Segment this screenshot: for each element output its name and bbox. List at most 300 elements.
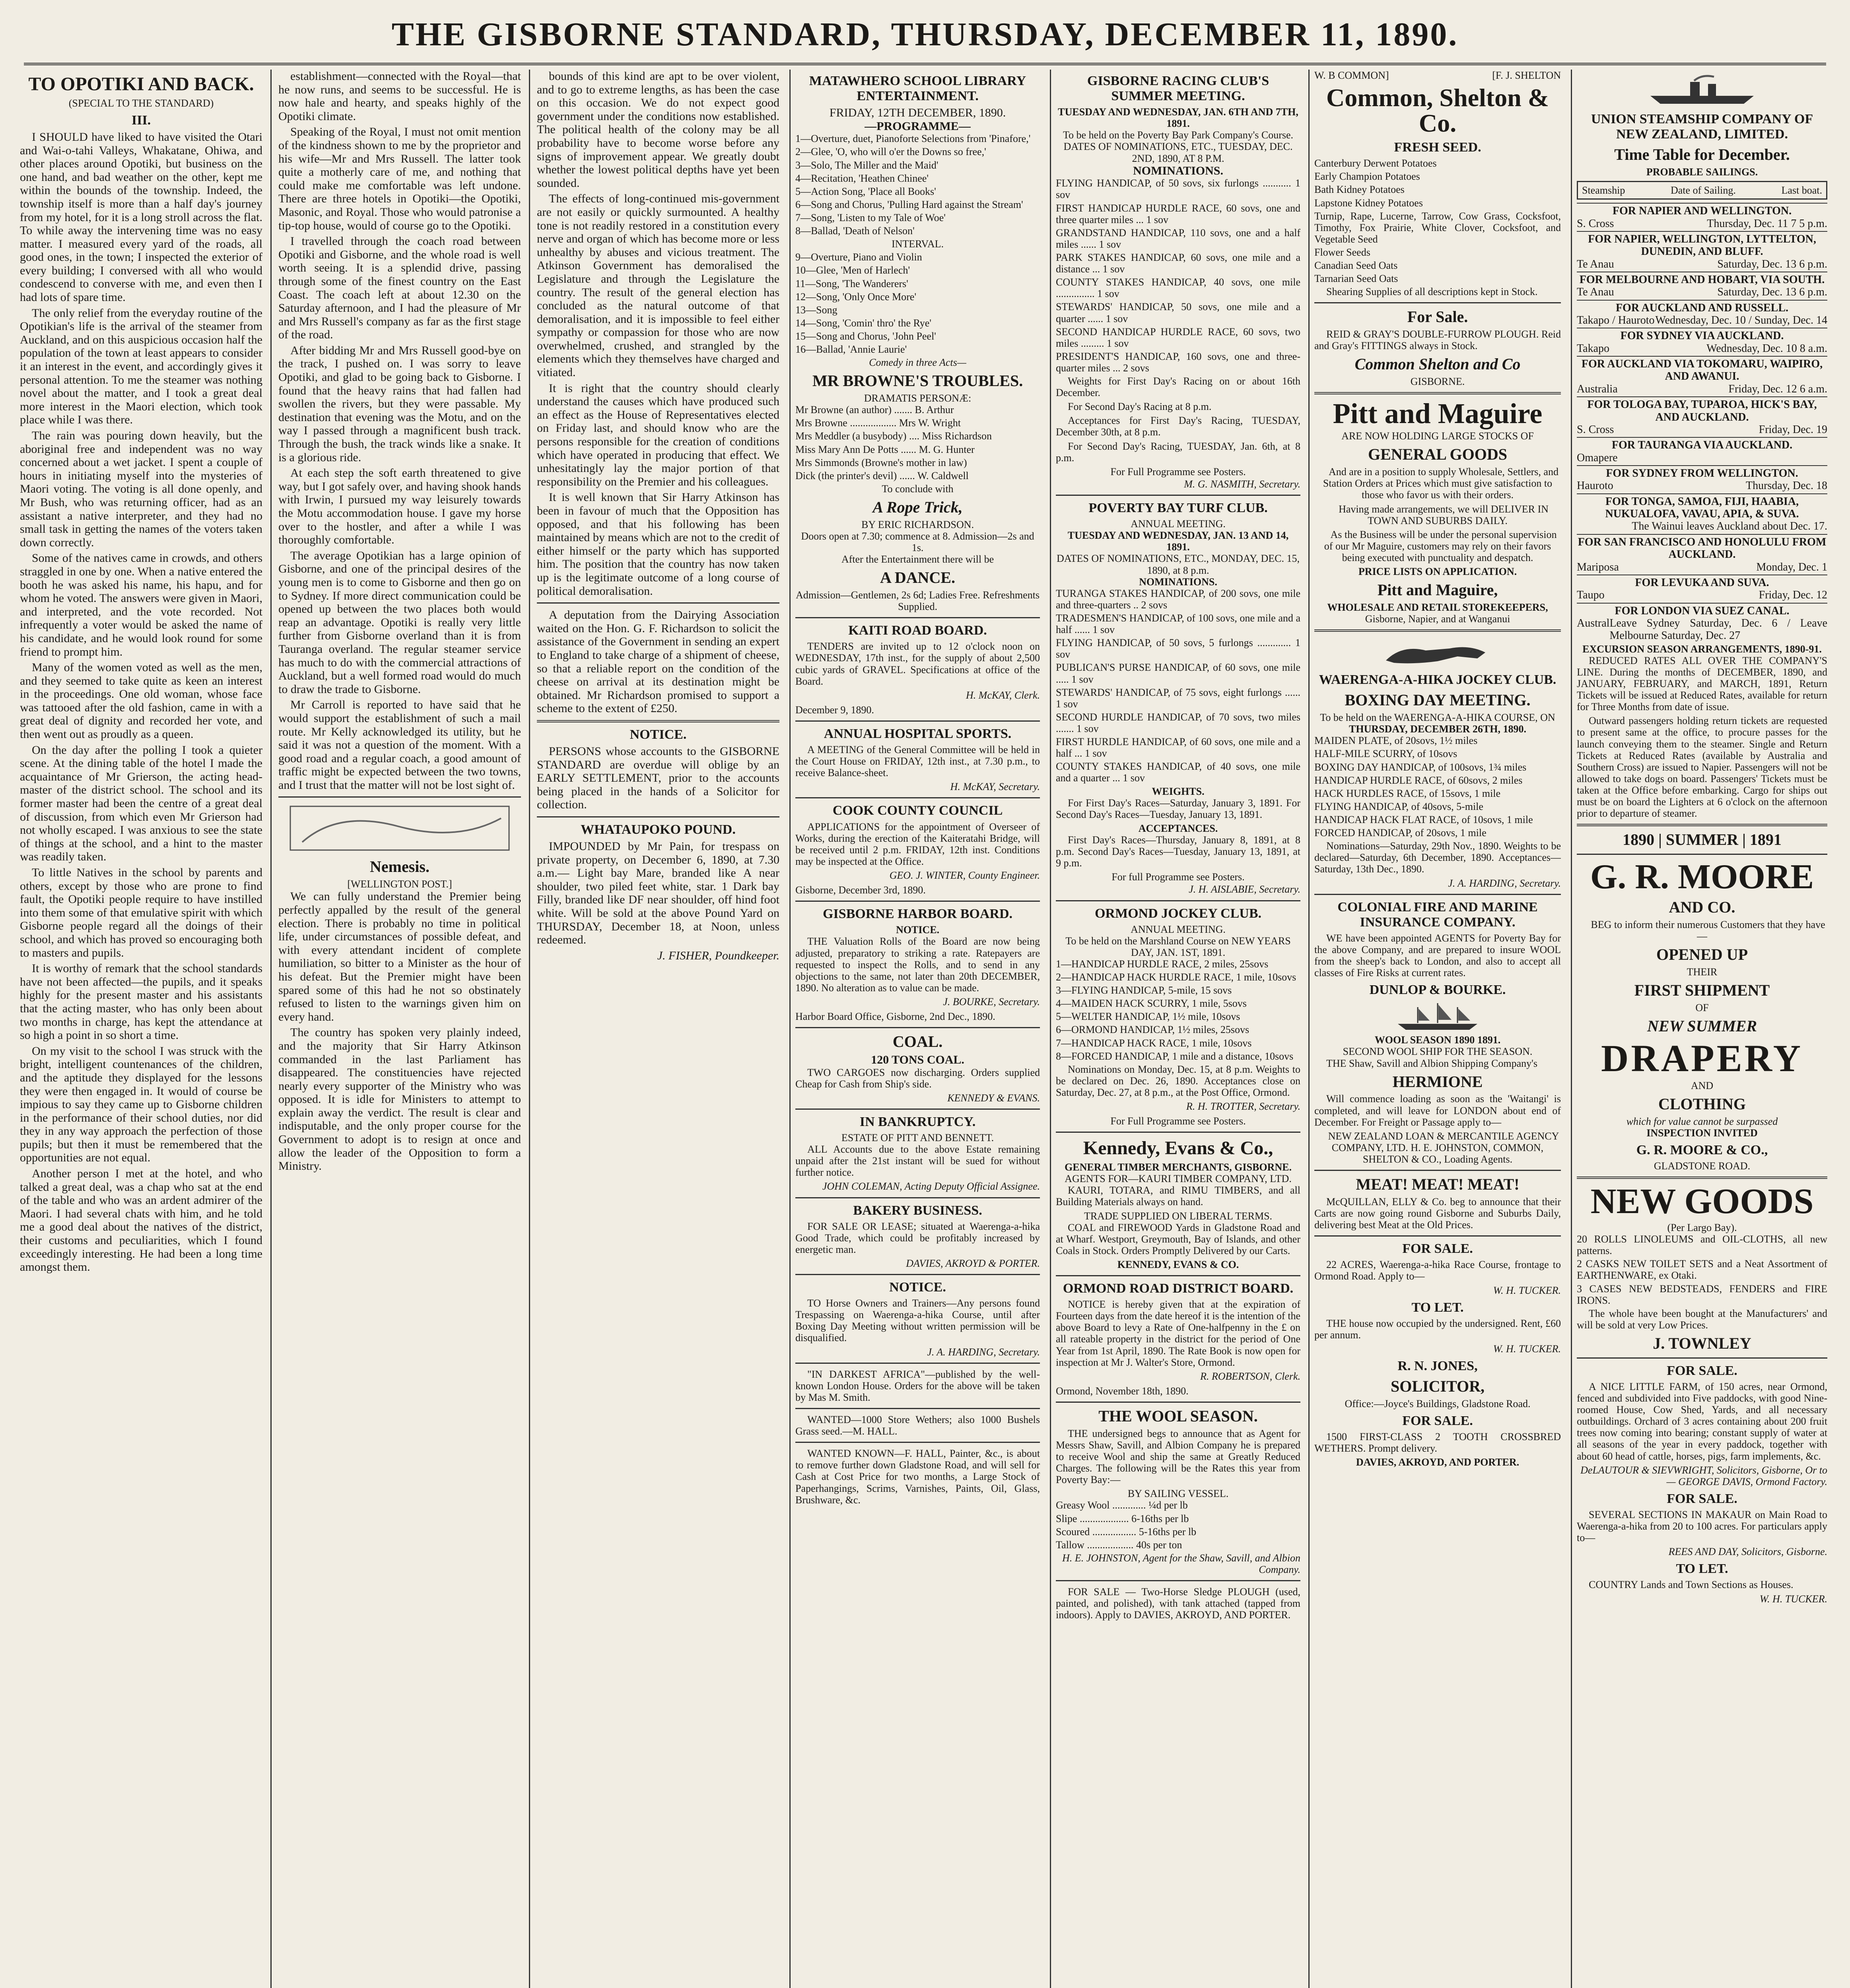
racing-club-title: GISBORNE RACING CLUB'S SUMMER MEETING.	[1087, 74, 1269, 104]
hospital-text: A MEETING of the General Committee will be held in the Court House on FRIDAY, 12th inst., at 7.30 p.m., to receive Balance-sheet.	[795, 744, 1040, 779]
article-paragraph: Mr Carroll is reported to have said that he would support the establishment of such a mail route. Mr Kelly acknowledged its utility, but he said it was not a question of the moment. With a good road and a regular coach, a good amount of traffic might be expected between the two towns, and I trust that the matter will not be lost sight of.	[278, 698, 521, 792]
coal-title: COAL.	[892, 1033, 943, 1051]
sections-text: SEVERAL SECTIONS IN MAKAUR on Main Road to Waerenga-a-hika from 20 to 100 acres. For particulars apply to—	[1577, 1508, 1827, 1544]
hospital-title: ANNUAL HOSPITAL SPORTS.	[824, 726, 1012, 741]
sailing-destination: FOR SYDNEY VIA AUCKLAND.	[1620, 330, 1784, 342]
race-item: 4—MAIDEN HACK SCURRY, 1 mile, 5sovs	[1056, 998, 1247, 1010]
race-item: HALF-MILE SCURRY, of 10sovs	[1314, 748, 1457, 760]
cook-title: COOK COUNTY COUNCIL	[832, 803, 1003, 818]
race-item: TURANGA STAKES HANDICAP, of 200 sovs, one mile and three-quarters .. 2 sovs	[1056, 587, 1300, 611]
race-item: 5—WELTER HANDICAP, 1½ mile, 10sovs	[1056, 1011, 1240, 1023]
dunlop-bourke: DUNLOP & BOURKE.	[1369, 982, 1506, 998]
race-item: HANDICAP HACK FLAT RACE, of 10sovs, 1 mile	[1314, 813, 1533, 825]
pitt-maguire-title2: Pitt and Maguire,	[1377, 581, 1498, 599]
cast-item: Mr Browne (an author) ....... B. Arthur	[795, 404, 954, 416]
seed-item: Flower Seeds	[1314, 246, 1370, 258]
sailing-ship: Hauroto	[1577, 480, 1613, 492]
summer-banner: 1890 | SUMMER | 1891	[1623, 831, 1782, 849]
wool-title: THE WOOL SEASON.	[1098, 1407, 1258, 1425]
moore-sub: AND CO.	[1669, 898, 1735, 916]
pitt-maguire-sub: ARE NOW HOLDING LARGE STOCKS OF	[1341, 430, 1534, 442]
shearing-note: Shearing Supplies of all descriptions kept in Stock.	[1326, 286, 1538, 298]
sailing-destination: FOR TOLOGA BAY, TUPAROA, HICK'S BAY, AND AUCKLAND.	[1587, 398, 1817, 423]
sailing-ship: S. Cross	[1577, 423, 1614, 436]
first-shipment: FIRST SHIPMENT	[1634, 981, 1770, 1000]
excursion-text: Outward passengers holding return tickets are requested to present same at the office, to procure passes for the launch conveying them to the steamer. Single and Return Tickets at Reduced Rates (available by Australia and Southern Cross) are issued to Napier. Passengers will not be allowed to take dogs on board. Passengers' Tickets must be taken at the Office before embarking. Cargo for ships out must be on board the Lighters at 6 o'clock on the afternoon prior to departure of steamer.	[1577, 715, 1827, 819]
weights-text: For First Day's Races—Saturday, January 3, 1891. For Second Day's Races—Tuesday, January 13, 1891.	[1056, 797, 1300, 820]
divider	[537, 720, 779, 722]
divider	[1577, 1357, 1827, 1359]
seed-item: Turnip, Rape, Lucerne, Tarrow, Cow Grass, Cocksfoot, Timothy, Fox Prairie, White Clover, Cocksfoot, and Vegetable Seed	[1314, 210, 1561, 245]
article-title: TO OPOTIKI AND BACK.	[28, 74, 254, 95]
sailing-destination: FOR AUCKLAND AND RUSSELL.	[1615, 301, 1789, 314]
seed-item: Bath Kidney Potatoes	[1314, 184, 1405, 196]
jockey-club-signature: R. H. TROTTER, Secretary.	[1186, 1101, 1300, 1112]
article-paragraph: On my visit to the school I was struck with the bright, intelligent countenances of the children, and the aptitude they displayed for the lessons they were then engaged in. It would of course be impious to say they came up to Gisborne children in the performance of their school duties, nor did they in any way approach the perfection of those pupils; but then it must be remembered that the opportunities are not equal.	[20, 1044, 262, 1165]
article-paragraph: It is right that the country should clearly understand the causes which have produced such an effect as the House of Representatives elected on Friday last, and should know who are the persons responsible for the creation of conditions which have operated in producing that effect. We unhesitatingly lay the major portion of that responsibility on the Premier and his colleagues.	[537, 381, 779, 488]
pound-title: WHATAUPOKO POUND.	[581, 822, 736, 837]
new-goods-title: NEW GOODS	[1590, 1182, 1814, 1221]
pitt-maguire-business: As the Business will be under the personal supervision of our Mr Maguire, customers may rely on their favors being executed with punctuality and despatch.	[1324, 528, 1557, 563]
africa-ad: "IN DARKEST AFRICA"—published by the well-known London House. Orders for the above will be taken by Mas M. Smith.	[795, 1368, 1040, 1403]
divider	[1314, 392, 1561, 394]
nemesis-source: [WELLINGTON POST.]	[347, 878, 452, 890]
sailing-date: Wednesday, Dec. 10 8 a.m.	[1706, 342, 1827, 355]
timber-terms: TRADE SUPPLIED ON LIBERAL TERMS.	[1084, 1210, 1273, 1222]
sailing-destination: FOR LEVUKA AND SUVA.	[1635, 576, 1769, 589]
sailing-ship-icon	[1386, 1000, 1489, 1032]
programme-item: 13—Song	[795, 304, 838, 316]
steamship-company-title: UNION STEAMSHIP COMPANY OF NEW ZEALAND, LIMITED.	[1591, 112, 1813, 142]
article-paragraph: To little Natives in the school by parents and others, except by those who are prone to find fault, the Opotiki people require to have instilled into them some of that emulative spirit with which Gisborne people regard all the doings of their school, and which has proved so encouraging both to masters and pupils.	[20, 866, 262, 959]
masthead-rule	[24, 63, 1826, 65]
article-paragraph: At each step the soft earth threatened to give way, but I got safely over, and having shook hands with Irwin, I pursued my way leisurely towards the Motu accommodation house. I gave my horse over to the hostler, and after a while I was thoroughly comfortable.	[278, 466, 521, 547]
notice-text: PERSONS whose accounts to the GISBORNE STANDARD are overdue will oblige by an EARLY SETTLEMENT, prior to the accounts being placed in the hands of a Solicitor for collection.	[537, 744, 779, 812]
timber-coal: COAL and FIREWOOD Yards in Gladstone Road and at Wharf. Westport, Greymouth, Bay of Islands, and other Coals in Stock. Orders Promptly Delivered by our Carts.	[1056, 1221, 1300, 1256]
sailing-row	[1577, 493, 1827, 534]
col-last: Last boat.	[1781, 184, 1822, 196]
article-paragraph: Speaking of the Royal, I must not omit mention of the kindness shown to me by the proprietor and his wife—Mr and Mrs Russell. The latter took quite a motherly care of me, and nothing that could make me comfortable was left undone. There are three hotels in Opotiki—the Opotiki, Masonic, and Royal. Those who would patronise a tip-top house, would of course go to the Opotiki.	[278, 125, 521, 232]
forsale-signature: W. H. TUCKER.	[1493, 1284, 1561, 1296]
sailing-destination: FOR TAURANGA VIA AUCKLAND.	[1611, 439, 1793, 452]
ship-logo	[1314, 1000, 1561, 1032]
programme-item: 8—Ballad, 'Death of Nelson'	[795, 225, 915, 237]
acceptances-title: ACCEPTANCES.	[1138, 822, 1218, 834]
fresh-seed-title: FRESH SEED.	[1394, 140, 1481, 155]
divider	[537, 816, 779, 817]
excursion-text: REDUCED RATES ALL OVER THE COMPANY'S LINE. During the months of DECEMBER, 1890, and JANUARY, FEBRUARY, and MARCH, 1891, Return Tickets will be issued at Reduced Rates, available for return for Three Months from date of issue.	[1577, 654, 1827, 713]
race-item: HANDICAP HURDLE RACE, of 60sovs, 2 miles	[1314, 774, 1523, 786]
forsale-text: REID & GRAY'S DOUBLE-FURROW PLOUGH. Reid and Gray's FITTINGS always in Stock.	[1314, 328, 1561, 352]
harbour-text: THE Valuation Rolls of the Board are now being adjusted, preparatory to striking a rate. Ratepayers are requested to inspect the Rolls, and to send in any objections to the same, not later than 20th DECEMBER, 1890. No alteration as to value can be made.	[795, 936, 1040, 994]
weights-title: WEIGHTS.	[1152, 785, 1205, 797]
divider	[1314, 302, 1561, 303]
cast-item: Mrs Browne .................. Mrs W. Wright	[795, 417, 961, 429]
race-item: 3—FLYING HANDICAP, 5-mile, 15 sovs	[1056, 984, 1232, 996]
divider	[795, 1408, 1040, 1409]
timber-text: KAURI, TOTARA, and RIMU TIMBERS, and all Building Materials always on hand.	[1056, 1184, 1300, 1208]
divider	[1056, 900, 1300, 901]
harbour-date: Harbor Board Office, Gisborne, 2nd Dec., 1890.	[795, 1011, 995, 1023]
timetable-header	[1577, 181, 1827, 200]
weights-text: For Second Day's Racing at 8 p.m.	[1068, 401, 1212, 413]
pitt-maguire-deliver: Having made arrangements, we will DELIVER IN TOWN AND SUBURBS DAILY.	[1339, 503, 1549, 526]
sailing-row	[1577, 356, 1827, 396]
timber-sub: GENERAL TIMBER MERCHANTS, GISBORNE.	[1065, 1161, 1292, 1173]
divider	[795, 1442, 1040, 1443]
goods-item: 3 CASES NEW BEDSTEADS, FENDERS and FIRE IRONS.	[1577, 1283, 1827, 1306]
boxing-day-meeting: BOXING DAY MEETING.	[1345, 691, 1531, 709]
racing-club-venue: To be held on the Poverty Bay Park Company's Course.	[1063, 129, 1294, 141]
article-paragraph: After bidding Mr and Mrs Russell good-bye on the track, I pushed on. I was sorry to leave Opotiki, and glad to be going back to Gisborne. I found that the heavy rains that had fallen had swollen the rivers, but they were passable. My destination that evening was the Motu, and on the way I passed through a magnificent bush track. Through the bush, the track winds like a snake. It is a glorious ride.	[278, 344, 521, 464]
cook-text: APPLICATIONS for the appointment of Overseer of Works, during the erection of the Kaiteratahi Bridge, will be received until 2 p.m. FRIDAY, 12th inst. Conditions may be inspected at the Office.	[795, 821, 1040, 867]
race-item: 1—HANDICAP HURDLE RACE, 2 miles, 25sovs	[1056, 958, 1269, 970]
divider	[795, 1027, 1040, 1028]
race-item: HACK HURDLES RACE, of 15sovs, 1 mile	[1314, 787, 1501, 799]
cast-label: DRAMATIS PERSONÆ:	[864, 392, 972, 404]
harbour-title: GISBORNE HARBOR BOARD.	[822, 907, 1012, 922]
goods-item: 2 CASKS NEW TOILET SETS and a Neat Assortment of EARTHENWARE, ex Otaki.	[1577, 1258, 1827, 1281]
header-left: W. B COMMON]	[1314, 70, 1389, 81]
steamship-logo	[1577, 72, 1827, 108]
turf-club-signature: J. H. AISLABIE, Secretary.	[1189, 883, 1300, 895]
divider	[1056, 1275, 1300, 1276]
sailing-date: Saturday, Dec. 13 6 p.m.	[1717, 286, 1827, 299]
sailing-destination: FOR NAPIER AND WELLINGTON.	[1612, 205, 1792, 217]
moore-footer: G. R. MOORE & CO.,	[1636, 1142, 1768, 1157]
sailing-row	[1577, 534, 1827, 575]
divider	[795, 1274, 1040, 1275]
timber-signature: KENNEDY, EVANS & CO.	[1117, 1258, 1239, 1270]
jockey-club-nom: Nominations on Monday, Dec. 15, at 8 p.m. Weights to be declared on Dec. 26, 1890. Acceptances close on Saturday, Dec. 27, at 8 p.m., at the Post Office, Ormond.	[1056, 1063, 1300, 1098]
wanted-ad: WANTED KNOWN—F. HALL, Painter, &c., is about to remove further down Gladstone Road, and will sell for Cash at Cost Price for two months, a Large Stock of Paperhangings, Scrims, Varnishes, Paints, Oil, Glass, Brushware, &c.	[795, 1448, 1040, 1506]
divider	[1577, 1176, 1827, 1179]
sailing-date: Friday, Dec. 19	[1759, 423, 1827, 436]
sailing-ship: S. Cross	[1577, 217, 1614, 230]
divider	[1314, 894, 1561, 895]
insurance-text: WE have been appointed AGENTS for Poverty Bay for the above Company, and are prepared to insure WOOL from the sheep's back to London, and also to accept all classes of Fire Risks at current rates.	[1314, 932, 1561, 979]
nominations-title: NOMINATIONS.	[1139, 576, 1217, 588]
column-2	[278, 70, 521, 1988]
new-summer: NEW SUMMER	[1647, 1017, 1757, 1035]
divider	[795, 1197, 1040, 1198]
turf-club-sub: ANNUAL MEETING.	[1131, 518, 1226, 530]
pound-text: IMPOUNDED by Mr Pain, for trespass on private property, on December 6, 1890, at 7.30 a.m.— Light bay Mare, branded like A near shoulder, two piled feet white, star. 1 Dark bay Filly, branded like DF near shoulder, off hind foot white. Will be sold at the above Pound Yard on THURSDAY, December 18, at Noon, unless redeemed.	[537, 840, 779, 947]
tolet-title: TO LET.	[1411, 1300, 1464, 1315]
insurance-title: COLONIAL FIRE AND MARINE INSURANCE COMPANY.	[1337, 899, 1538, 930]
sailing-row	[1577, 203, 1827, 231]
sailing-ship: Takapo	[1577, 342, 1610, 355]
programme-item: 7—Song, 'Listen to my Tale of Woe'	[795, 212, 946, 223]
clothing-title: CLOTHING	[1658, 1095, 1746, 1113]
kaiti-title: KAITI ROAD BOARD.	[848, 623, 987, 638]
firm-title: Common, Shelton & Co.	[1326, 83, 1549, 138]
race-item: FLYING HANDICAP, of 40sovs, 5-mile	[1314, 800, 1483, 812]
acceptances-text: For Second Day's Racing, TUESDAY, Jan. 6th, at 8 p.m.	[1056, 440, 1300, 464]
sections-signature: REES AND DAY, Solicitors, Gisborne.	[1668, 1546, 1827, 1558]
wool-signature: H. E. JOHNSTON, Agent for the Shaw, Savill, and Albion Company.	[1062, 1552, 1300, 1576]
forsale-text: 1500 FIRST-CLASS 2 TOOTH CROSSBRED WETHERS. Prompt delivery.	[1314, 1431, 1561, 1454]
sailing-ship: Omapere	[1577, 451, 1618, 464]
divider	[1314, 629, 1561, 632]
divider	[795, 720, 1040, 722]
of-label: OF	[1695, 1002, 1709, 1013]
sailing-row	[1577, 575, 1827, 603]
and-label: AND	[1691, 1079, 1714, 1091]
waerenga-venue: To be held on the WAERENGA-A-HIKA COURSE, ON	[1320, 712, 1555, 724]
sailing-ship: Takapo / Hauroto	[1577, 314, 1655, 327]
columns	[20, 70, 1833, 1988]
wool-rates-label: BY SAILING VESSEL.	[1127, 1488, 1229, 1500]
harbour-notice: NOTICE.	[896, 924, 940, 936]
programme-item: 12—Song, 'Only Once More'	[795, 291, 917, 303]
sailing-date: Friday, Dec. 12 6 a.m.	[1728, 382, 1827, 395]
sailing-date: Thursday, Dec. 18	[1745, 480, 1827, 492]
racing-club-nom: DATES OF NOMINATIONS, ETC., TUESDAY, DEC. 2ND, 1890, AT 8 P.M.	[1063, 141, 1293, 164]
divider	[1314, 1170, 1561, 1171]
wool-rate: Slipe ................... 6-16ths per lb	[1056, 1512, 1189, 1524]
race-item: GRANDSTAND HANDICAP, 110 sovs, one and a half miles ...... 1 sov	[1056, 227, 1300, 250]
solicitor-office: Office:—Joyce's Buildings, Gladstone Road.	[1345, 1398, 1531, 1409]
pitt-maguire-places: Gisborne, Napier, and at Wanganui	[1365, 613, 1510, 625]
race-item: MAIDEN PLATE, of 20sovs, 1½ miles	[1314, 735, 1478, 747]
sailing-row	[1577, 437, 1827, 465]
column-4	[795, 70, 1040, 1988]
programme-item: 15—Song and Chorus, 'John Peel'	[795, 330, 936, 342]
race-item: COUNTY STAKES HANDICAP, 40 sovs, one mile ............... 1 sov	[1056, 276, 1300, 300]
divider	[1577, 854, 1827, 855]
doors-info: Doors open at 7.30; commence at 8. Admission—2s and 1s.	[801, 530, 1034, 553]
sailing-date: Friday, Dec. 12	[1759, 589, 1827, 602]
waerenga-club-title: WAERENGA-A-HIKA JOCKEY CLUB.	[1319, 672, 1557, 687]
tolet-signature: W. H. TUCKER.	[1759, 1593, 1827, 1605]
sailing-destination: FOR SYDNEY FROM WELLINGTON.	[1606, 467, 1798, 480]
sailing-ship: Australia	[1577, 382, 1618, 395]
race-item: STEWARDS' HANDICAP, 50 sovs, one mile and a quarter ...... 1 sov	[1056, 301, 1300, 324]
divider	[1056, 1402, 1300, 1403]
sailing-date: Leave Sydney Saturday, Dec. 6 / Leave Melbourne Saturday, Dec. 27	[1609, 617, 1827, 642]
wool-rate: Greasy Wool ............. ¼d per lb	[1056, 1499, 1188, 1511]
sailing-ship: Austral	[1577, 617, 1610, 629]
concert-title: MATAWHERO SCHOOL LIBRARY ENTERTAINMENT.	[809, 74, 1026, 104]
forsale-title: FOR SALE.	[1667, 1491, 1737, 1506]
divider	[1314, 1235, 1561, 1237]
col-date: Date of Sailing.	[1670, 184, 1736, 196]
newspaper-title: THE GISBORNE STANDARD, THURSDAY, DECEMBER 11, 1890.	[391, 16, 1459, 53]
sailing-ship: Te Anau	[1577, 286, 1614, 299]
divider	[795, 1109, 1040, 1110]
jockey-club-sub: ANNUAL MEETING.	[1131, 923, 1226, 935]
cook-date: Gisborne, December 3rd, 1890.	[795, 884, 926, 896]
pitt-maguire-sub2: WHOLESALE AND RETAIL STOREKEEPERS,	[1327, 602, 1548, 613]
tolet-text: COUNTRY Lands and Town Sections as Houses.	[1589, 1579, 1794, 1591]
pound-signature: J. FISHER, Poundkeeper.	[657, 949, 779, 962]
race-item: BOXING DAY HANDICAP, of 100sovs, 1¾ miles	[1314, 761, 1527, 773]
kaiti-signature: H. McKAY, Clerk.	[966, 689, 1040, 701]
divider	[1056, 495, 1300, 496]
pitt-maguire-prices: PRICE LISTS ON APPLICATION.	[1358, 566, 1517, 578]
racing-club-dates: TUESDAY AND WEDNESDAY, JAN. 6TH AND 7TH, 1891.	[1058, 106, 1298, 130]
moore-road: GLADSTONE ROAD.	[1654, 1160, 1751, 1172]
race-item: COUNTY STAKES HANDICAP, of 40 sovs, one mile and a quarter ... 1 sov	[1056, 761, 1300, 784]
race-item: FIRST HANDICAP HURDLE RACE, 60 sovs, one and three quarter miles ... 1 sov	[1056, 202, 1300, 225]
divider	[795, 797, 1040, 798]
new-goods-ship: (Per Largo Bay).	[1667, 1222, 1737, 1234]
race-item: TRADESMEN'S HANDICAP, of 100 sovs, one mile and a half ...... 1 sov	[1056, 612, 1300, 636]
article-paragraph: The country has spoken very plainly indeed, and the majority that Sir Harry Atkinson commanded in the last Parliament has disappeared. The constituencies have rejected nearly every supporter of the Ministry who was opposed. It is idle for Ministers to attempt to explain away the verdict. The result is clear and indisputable, and the only proper course for the Government to adopt is to resign at once and allow the leader of the Opposition to form a Ministry.	[278, 1026, 521, 1173]
moore-title: G. R. MOORE	[1590, 858, 1814, 897]
wool-text: THE undersigned begs to announce that as Agent for Messrs Shaw, Savill, and Albion Company he is prepared to receive Wool and ship the same at Greatly Reduced Charges. The following will be the Rates this year from Poverty Bay:—	[1056, 1427, 1300, 1486]
sailing-destination: FOR LONDON VIA SUEZ CANAL.	[1615, 604, 1790, 617]
programme-item: 16—Ballad, 'Annie Laurie'	[795, 344, 907, 355]
header-right: [F. J. SHELTON	[1492, 70, 1561, 81]
sailing-row	[1577, 396, 1827, 437]
article-paragraph: It is worthy of remark that the school standards have not been affected—the pupils, and it speaks highly for the present master and his assistants that the acting master, who has only been about two months in charge, has kept the attendance at so high a point in so short a time.	[20, 962, 262, 1042]
divider	[1056, 1580, 1300, 1581]
drapery-title: DRAPERY	[1601, 1037, 1803, 1079]
race-item: 2—HANDICAP HACK HURDLE RACE, 1 mile, 10sovs	[1056, 971, 1296, 983]
acceptances-text: First Day's Races—Thursday, January 8, 1891, at 8 p.m. Second Day's Races—Tuesday, January 13, 1891, at 9 p.m.	[1056, 834, 1300, 869]
farm-signature: DeLAUTOUR & SIEVWRIGHT, Solicitors, Gisborne, Or to— GEORGE DAVIS, Ormond Factory.	[1580, 1464, 1827, 1487]
programme-item: 5—Action Song, 'Place all Books'	[795, 185, 936, 197]
waerenga-signature: J. A. HARDING, Secretary.	[1448, 877, 1561, 889]
tolet-text: THE house now occupied by the undersigned. Rent, £60 per annum.	[1314, 1317, 1561, 1341]
cast-item: Miss Mary Ann De Potts ...... M. G. Hunter	[795, 443, 975, 455]
decorative-banner-icon	[278, 802, 521, 854]
sailing-destination: FOR MELBOURNE AND HOBART, VIA SOUTH.	[1579, 273, 1825, 286]
kaiti-date: December 9, 1890.	[795, 704, 874, 716]
race-item: FLYING HANDICAP, of 50 sovs, 5 furlongs ............. 1 sov	[1056, 637, 1300, 660]
weights-text: Weights for First Day's Racing on or about 16th December.	[1056, 375, 1300, 399]
article-paragraph: On the day after the polling I took a quieter scene. At the dining table of the hotel I made the acquaintance of Mr Grierson, the acting head-master of the district school. The school and its former master had been the centre of a great deal of discussion, from which even Mr Grierson had not wholly escaped. I was anxious to see the state of things at the school, and a hint to the master was readily taken.	[20, 743, 262, 864]
waerenga-noms: Nominations—Saturday, 29th Nov., 1890. Weights to be declared—Saturday, 6th December, 1890. Acceptances—Saturday, 13th Dec., 1890.	[1314, 840, 1561, 875]
race-item: PRESIDENT'S HANDICAP, 160 sovs, one and three-quarter miles ... 2 sovs	[1056, 350, 1300, 374]
nominations-title: NOMINATIONS.	[1133, 164, 1223, 177]
article-paragraph: I SHOULD have liked to have visited the Otari and Wai-o-tahi Valleys, Whakatane, Ohiwa, and other places around Opotiki, but business on the one hand, and bad weather on the other, kept me within the bounds of the township. Indeed, the township itself is more than a half day's journey from my hotel, for it is a long stroll across the flat. To while away the intervening time was no easy matter. I measured every yard of the roads, all good ones, in the town; I inspected the exterior of every building; I conversed with all who would condescend to converse with me, and even then I had lots of spare time.	[20, 130, 262, 304]
sailing-row	[1577, 272, 1827, 300]
timetable-title: Time Table for December.	[1614, 146, 1790, 164]
race-item: SECOND HANDICAP HURDLE RACE, 60 sovs, two miles ......... 1 sov	[1056, 326, 1300, 349]
ormond-board-date: Ormond, November 18th, 1890.	[1056, 1385, 1189, 1397]
race-item: 8—FORCED HANDICAP, 1 mile and a distance, 10sovs	[1056, 1050, 1294, 1062]
steamship-icon	[1642, 72, 1762, 108]
comedy-title: MR BROWNE'S TROUBLES.	[812, 372, 1023, 390]
seed-item: Canadian Seed Oats	[1314, 260, 1398, 272]
article-section: III.	[131, 113, 151, 128]
article-paragraph: The only relief from the everyday routine of the Opotikian's life is the arrival of the steamer from Auckland, and on this auspicious occasion half the population of the town at least appears to consider it an interest in the event, and accordingly gives it personal attention. To me the steamer was nothing novel about the matter, and I took a great deal more interest in the Maori election, which took place while I was there.	[20, 306, 262, 427]
cast-item: Dick (the printer's devil) ...... W. Caldwell	[795, 470, 969, 481]
wool-ship-text2: Will commence loading as soon as the 'Waitangi' is completed, and will leave for LONDON about end of December. For Freight or Passage apply to—	[1314, 1093, 1561, 1128]
column-7	[1577, 70, 1827, 1988]
dance-intro: After the Entertainment there will be	[841, 553, 994, 565]
value-note: which for value cannot be surpassed	[1626, 1115, 1778, 1127]
programme-item: 6—Song and Chorus, 'Pulling Hard against the Stream'	[795, 198, 1023, 210]
programme-item: INTERVAL.	[891, 238, 944, 250]
divider	[1577, 824, 1827, 826]
bankruptcy-title: IN BANKRUPTCY.	[859, 1114, 976, 1129]
sailing-row	[1577, 328, 1827, 356]
turf-club-title: POVERTY BAY TURF CLUB.	[1088, 501, 1268, 516]
seed-item: Early Champion Potatoes	[1314, 171, 1420, 182]
coal-signature: KENNEDY & EVANS.	[947, 1092, 1040, 1104]
sailing-destination: FOR SAN FRANCISCO AND HONOLULU FROM AUCKLAND.	[1578, 536, 1827, 561]
programme-item: 14—Song, 'Comin' thro' the Rye'	[795, 317, 931, 329]
jockey-club-title: ORMOND JOCKEY CLUB.	[1094, 906, 1262, 921]
col-steamship: Steamship	[1582, 184, 1625, 196]
goods-item: 20 ROLLS LINOLEUMS and OIL-CLOTHS, all new patterns.	[1577, 1233, 1827, 1257]
firm-title-script: Common Shelton and Co	[1354, 355, 1521, 373]
notice-text: TO Horse Owners and Trainers—Any persons found Trespassing on Waerenga-a-hika Course, until after Boxing Day Meeting without written permission will be disqualified.	[795, 1297, 1040, 1344]
solicitor-label: SOLICITOR,	[1390, 1377, 1485, 1396]
farce-title: A Rope Trick,	[873, 498, 963, 516]
forsale-title: For Sale.	[1407, 308, 1468, 326]
bakery-title: BAKERY BUSINESS.	[853, 1203, 982, 1218]
bankruptcy-text: ALL Accounts due to the above Estate remaining unpaid after the 21st instant will be sued for without further notice.	[795, 1143, 1040, 1178]
article-subtitle: (SPECIAL TO THE STANDARD)	[68, 97, 214, 109]
programme-item: 3—Solo, The Miller and the Maid'	[795, 159, 939, 171]
harbour-signature: J. BOURKE, Secretary.	[943, 996, 1040, 1008]
bankruptcy-signature: JOHN COLEMAN, Acting Deputy Official Assignee.	[822, 1180, 1040, 1192]
seed-item: Canterbury Derwent Potatoes	[1314, 157, 1437, 169]
divider	[795, 901, 1040, 902]
hospital-signature: H. McKAY, Secretary.	[950, 781, 1040, 793]
forsale-title: FOR SALE.	[1667, 1363, 1737, 1378]
sledge-ad: FOR SALE — Two-Horse Sledge PLOUGH (used, painted, and polished), with tank attached (tapped from indoors). Apply to DAVIES, AKROYD, AND PORTER.	[1056, 1586, 1300, 1621]
dance-admission: Admission—Gentlemen, 2s 6d; Ladies Free. Refreshments Supplied.	[795, 589, 1040, 613]
meat-title: MEAT! MEAT! MEAT!	[1356, 1175, 1520, 1194]
sailing-ship: Te Anau	[1577, 258, 1614, 270]
article-paragraph: Some of the natives came in crowds, and others straggled in one by one. When a native entered the booth he was asked his name, his hapu, and for whom he voted. The answers were given in Maori, and interpreted, and the vote recorded. Not infrequently a voter would be asked the name of his candidate, and he would look round for some friend to prompt him.	[20, 551, 262, 658]
comedy-label: Comedy in three Acts—	[869, 357, 966, 369]
article-paragraph: The average Opotikian has a large opinion of Gisborne, and one of the principal desires of the young men is to come to Gisborne and then go on to Sydney. If more direct communication could be opened up between the two places both would reap an advantage. Opotiki is really very little further from Gisborne overland than it is from Tauranga overland. The regular steamer service has much to do with the commercial attractions of Auckland, but a well formed road would do much to draw the trade to Gisborne.	[278, 549, 521, 696]
turf-club-nom: DATES OF NOMINATIONS, ETC., MONDAY, DEC. 15, 1890, at 8 p.m.	[1056, 553, 1300, 576]
excursion-title: EXCURSION SEASON ARRANGEMENTS, 1890-91.	[1582, 643, 1822, 655]
solicitor-name: R. N. JONES,	[1397, 1359, 1478, 1374]
cook-signature: GEO. J. WINTER, County Engineer.	[889, 870, 1040, 881]
seed-item: Tarnarian Seed Oats	[1314, 273, 1398, 285]
sailing-destination: FOR TONGA, SAMOA, FIJI, HAABIA, NUKUALOFA, VAVAU, APIA, & SUVA.	[1605, 495, 1799, 520]
article-paragraph: The effects of long-continued mis-government are not easily or quickly surmounted. A healthy tone is not readily restored in a constitution every nerve and organ of which has become more or less unhealthy by abuses and vicious treatment. The Atkinson Government has demoralised the Legislature and through the Legislature the country. The result of the general election has concluded as the natural outcome of that demoralisation, and it is impossible to feel either sympathy or compassion for those who are now overwhelmed, crushed, and strangled by the elements which they themselves have charged and vitiated.	[537, 192, 779, 379]
concert-date: FRIDAY, 12TH DECEMBER, 1890.	[829, 106, 1006, 120]
waerenga-date: THURSDAY, DECEMBER 26TH, 1890.	[1349, 723, 1526, 735]
opened-up: OPENED UP	[1656, 945, 1748, 964]
timber-agents: AGENTS FOR—KAURI TIMBER COMPANY, LTD.	[1065, 1173, 1292, 1185]
notice-title: NOTICE.	[889, 1280, 946, 1295]
sailing-row	[1577, 465, 1827, 493]
posters-note: For Full Programme see Posters.	[1110, 1115, 1246, 1127]
nemesis-title: Nemesis.	[370, 858, 429, 876]
sailing-row	[1577, 231, 1827, 272]
forsale-title: FOR SALE.	[1402, 1413, 1473, 1428]
jockey-club-venue: To be held on the Marshland Course on NEW YEARS DAY, JAN. 1ST, 1891.	[1065, 935, 1291, 958]
general-goods: GENERAL GOODS	[1368, 445, 1508, 464]
race-item: STEWARDS' HANDICAP, of 75 sovs, eight furlongs ...... 1 sov	[1056, 686, 1300, 710]
forsale-title: FOR SALE.	[1402, 1241, 1473, 1256]
bankruptcy-subtitle: ESTATE OF PITT AND BENNETT.	[841, 1132, 994, 1143]
race-item: FORCED HANDICAP, of 20sovs, 1 mile	[1314, 827, 1487, 839]
forsale-text: 22 ACRES, Waerenga-a-hika Race Course, frontage to Ormond Road. Apply to—	[1314, 1259, 1561, 1282]
programme-item: 10—Glee, 'Men of Harlech'	[795, 264, 910, 276]
dance-title: A DANCE.	[880, 569, 955, 587]
article-paragraph: I travelled through the coach road between Opotiki and Gisborne, and the whole road is well worth seeing. It is a splendid drive, passing through some of the finest country on the East Coast. The coach left at about 12.30 on the Saturday afternoon, and I had the pleasure of Mr and Mrs Russell's company as far as the first stage of the road.	[278, 235, 521, 342]
their-label: THEIR	[1687, 966, 1718, 978]
moore-text: BEG to inform their numerous Customers that they have—	[1591, 918, 1825, 942]
sailing-date: Wednesday, Dec. 10 / Sunday, Dec. 14	[1655, 314, 1827, 327]
article-paragraph: establishment—connected with the Royal—that he now runs, and seems to be successful. He is now hale and hearty, and speaks highly of the Opotiki climate.	[278, 70, 521, 123]
turf-club-dates: TUESDAY AND WEDNESDAY, JAN. 13 AND 14, 1891.	[1067, 530, 1289, 553]
divider	[1056, 1132, 1300, 1133]
sailing-row	[1577, 603, 1827, 643]
